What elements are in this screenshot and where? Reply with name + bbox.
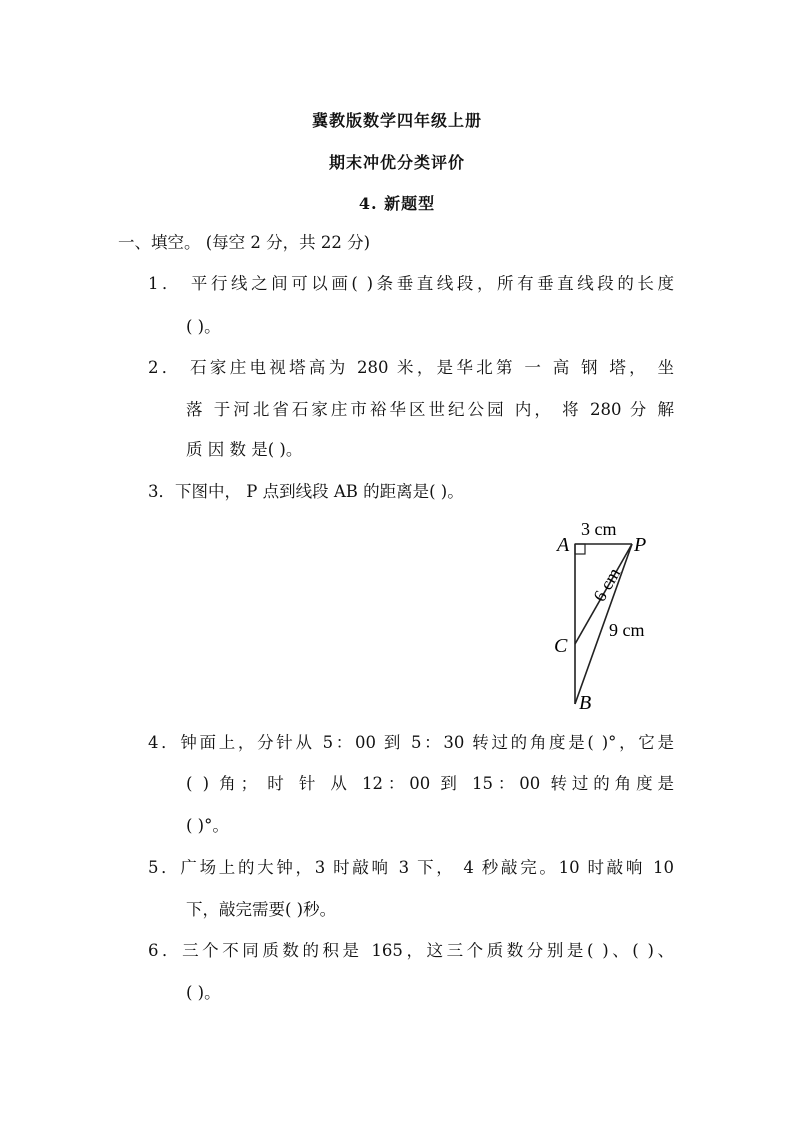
label-b: B [579, 692, 592, 714]
q6-line2: ( )。 [186, 983, 221, 1002]
label-bp-length: 9 cm [609, 620, 645, 640]
triangle-figure [545, 515, 680, 715]
q4-line3: ( )°。 [186, 816, 229, 835]
q4-line2: ( ) 角； 时 针 从 12：00 到 15：00 转过的角度是 [186, 774, 674, 793]
q1-line1: 1． 平行线之间可以画( )条垂直线段，所有垂直线段的长度 [148, 274, 674, 293]
q5-line1: 5．广场上的大钟，3 时敲响 3 下， 4 秒敲完。10 时敲响 10 [148, 858, 674, 877]
q4-line1: 4．钟面上，分针从 5：00 到 5：30 转过的角度是( )°，它是 [148, 733, 674, 752]
label-ap-length: 3 cm [581, 519, 617, 539]
label-c: C [554, 635, 568, 657]
q2-line1: 2． 石家庄电视塔高为 280 米，是华北第 一 高 钢 塔， 坐 [148, 358, 674, 377]
q6-line1: 6．三个不同质数的积是 165，这三个质数分别是( )、( )、 [148, 941, 674, 960]
q1-line2: ( )。 [186, 317, 221, 336]
right-angle-mark [575, 544, 585, 554]
label-p: P [634, 534, 647, 556]
label-cp-length: 6 cm [589, 564, 625, 605]
q2-line2: 落 于河北省石家庄市裕华区世纪公园 内， 将 280 分 解 [186, 400, 674, 419]
part-heading: 一、填空。 (每空 2 分，共 22 分) [118, 233, 371, 252]
q3-line1: 3．下图中， P 点到线段 AB 的距离是( )。 [148, 482, 464, 501]
label-a: A [557, 534, 570, 556]
q5-line2: 下，敲完需要( )秒。 [186, 900, 337, 919]
test-title: 期末冲优分类评价 [328, 153, 465, 172]
book-title: 冀教版数学四年级上册 [311, 111, 482, 130]
section-title: 4. 新题型 [358, 194, 436, 213]
q2-line3: 质 因 数 是( )。 [186, 440, 303, 459]
